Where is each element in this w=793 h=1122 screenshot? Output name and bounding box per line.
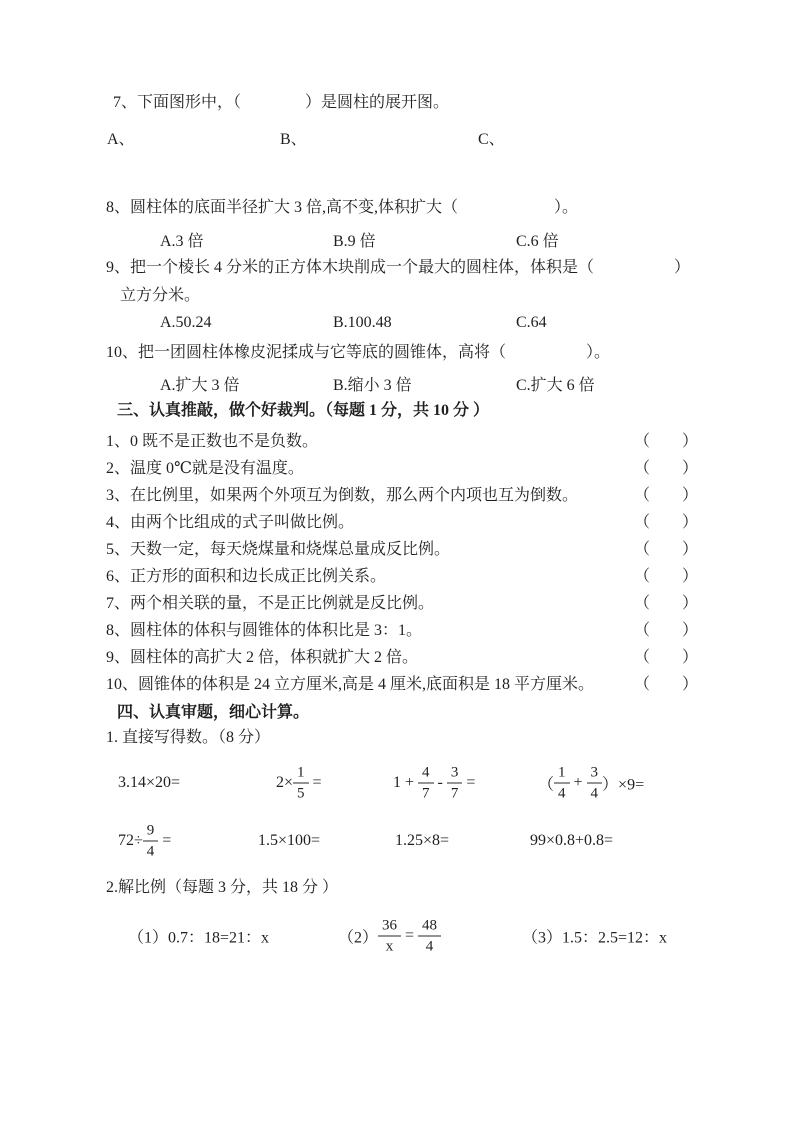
judge-item-text: 10、圆锥体的体积是 24 立方厘米,高是 4 厘米,底面积是 18 平方厘米。 (106, 676, 595, 693)
math-expression: （3）1.5：2.5=12：x (522, 929, 668, 947)
judge-item-4 (106, 509, 698, 536)
question-9-stem-line1: 9、把一个棱长 4 分米的正方体木块削成一个最大的圆柱体，体积是（ ） (106, 259, 691, 276)
judge-section (106, 400, 793, 698)
option-b-label: B.9 倍 (333, 233, 376, 250)
question-10-options (106, 372, 793, 392)
math-expression: 1.5×100= (258, 832, 321, 850)
math-expression: 99×0.8+0.8= (530, 832, 614, 850)
judge-item-1 (106, 428, 698, 455)
option-a-label: A.50.24 (160, 314, 212, 331)
judge-item-7 (106, 590, 698, 617)
answer-blank: （ ） (633, 595, 698, 612)
math-expression: 72÷ $\frac{9}{4}$ = (118, 822, 172, 860)
judge-item-text: 6、正方形的面积和边长成正比例关系。 (106, 568, 387, 585)
question-8-options (106, 228, 793, 248)
option-c-label: C、 (478, 131, 505, 148)
question-8-stem: 8、圆柱体的底面半径扩大 3 倍,高不变,体积扩大（ ）。 (106, 199, 579, 216)
math-expression: 3.14×20= (118, 774, 181, 792)
calculation-section (106, 702, 793, 962)
judge-item-text: 4、由两个比组成的式子叫做比例。 (106, 514, 355, 531)
fraction: $\frac{1}{5}$ (293, 764, 309, 803)
answer-blank: （ ） (633, 487, 698, 504)
fraction: $\frac{9}{4}$ (143, 822, 159, 861)
math-expression: （1）0.7：18=21：x (128, 929, 270, 947)
judge-item-8 (106, 617, 698, 644)
question-7-stem: 7、下面图形中，（ ）是圆柱的展开图。 (113, 94, 450, 111)
mental-math-row-2 (106, 816, 793, 866)
judge-item-10 (106, 671, 698, 698)
option-c-label: C.64 (516, 314, 547, 331)
fraction: $\frac{3}{7}$ (447, 764, 463, 803)
question-7-options (106, 126, 793, 146)
judge-item-text: 5、天数一定，每天烧煤量和烧煤总量成反比例。 (106, 541, 451, 558)
option-a-label: A.扩大 3 倍 (160, 377, 240, 394)
mental-math-row-1 (106, 758, 793, 808)
option-c-label: C.扩大 6 倍 (516, 377, 595, 394)
fraction: $\frac{48}{4}$ (418, 917, 441, 956)
answer-blank: （ ） (633, 460, 698, 477)
option-b-label: B.100.48 (333, 314, 392, 331)
judge-item-text: 2、温度 0℃就是没有温度。 (106, 460, 304, 477)
option-a-label: A.3 倍 (160, 233, 204, 250)
judge-item-text: 9、圆柱体的高扩大 2 倍，体积就扩大 2 倍。 (106, 649, 419, 666)
math-expression: （2） $\frac{36}{x}$ = $\frac{48}{4}$ (338, 917, 441, 956)
math-expression: 1 + $\frac{4}{7}$ - $\frac{3}{7}$ = (393, 764, 476, 802)
answer-blank: （ ） (633, 568, 698, 585)
calc-sub1-title: 1. 直接写得数。（8 分） (106, 729, 271, 746)
judge-item-6 (106, 563, 698, 590)
math-expression: 1.25×8= (395, 832, 450, 850)
calc-sub2-title: 2.解比例（每题 3 分，共 18 分 ） (106, 879, 339, 896)
judge-section-header: 三、认真推敲，做个好裁判。（每题 1 分，共 10 分 ） (117, 402, 490, 419)
multiple-choice-section (106, 93, 793, 400)
answer-blank: （ ） (633, 433, 698, 450)
fraction: $\frac{36}{x}$ (378, 917, 401, 956)
judge-item-text: 3、在比例里，如果两个外项互为倒数，那么两个内项也互为倒数。 (106, 487, 579, 504)
question-9-options (106, 314, 793, 334)
math-expression: （ $\frac{1}{4}$ + $\frac{3}{4}$ ）×9= (538, 764, 645, 802)
answer-blank: （ ） (633, 676, 698, 693)
answer-blank: （ ） (633, 649, 698, 666)
math-expression: 2× $\frac{1}{5}$ = (276, 764, 322, 802)
proportion-row (106, 910, 793, 962)
question-9-stem-line2: 立方分米。 (120, 287, 201, 304)
answer-blank: （ ） (633, 622, 698, 639)
judge-item-text: 7、两个相关联的量，不是正比例就是反比例。 (106, 595, 435, 612)
fraction: $\frac{4}{7}$ (418, 764, 434, 803)
judge-item-5 (106, 536, 698, 563)
figure-placeholder-area (106, 146, 793, 198)
fraction: $\frac{3}{4}$ (587, 764, 603, 803)
calculation-section-header: 四、认真审题，细心计算。 (117, 704, 310, 721)
question-10-stem: 10、把一团圆柱体橡皮泥揉成与它等底的圆锥体，高将（ ）。 (106, 344, 611, 361)
judge-item-text: 8、圆柱体的体积与圆锥体的体积比是 3：1。 (106, 622, 423, 639)
option-a-label: A、 (107, 131, 135, 148)
fraction: $\frac{1}{4}$ (554, 764, 570, 803)
option-b-label: B、 (280, 131, 307, 148)
option-b-label: B.缩小 3 倍 (333, 377, 412, 394)
answer-blank: （ ） (633, 541, 698, 558)
judge-item-3 (106, 482, 698, 509)
judge-item-text: 1、0 既不是正数也不是负数。 (106, 433, 319, 450)
judge-item-9 (106, 644, 698, 671)
judge-item-2 (106, 455, 698, 482)
option-c-label: C.6 倍 (516, 233, 559, 250)
answer-blank: （ ） (633, 514, 698, 531)
